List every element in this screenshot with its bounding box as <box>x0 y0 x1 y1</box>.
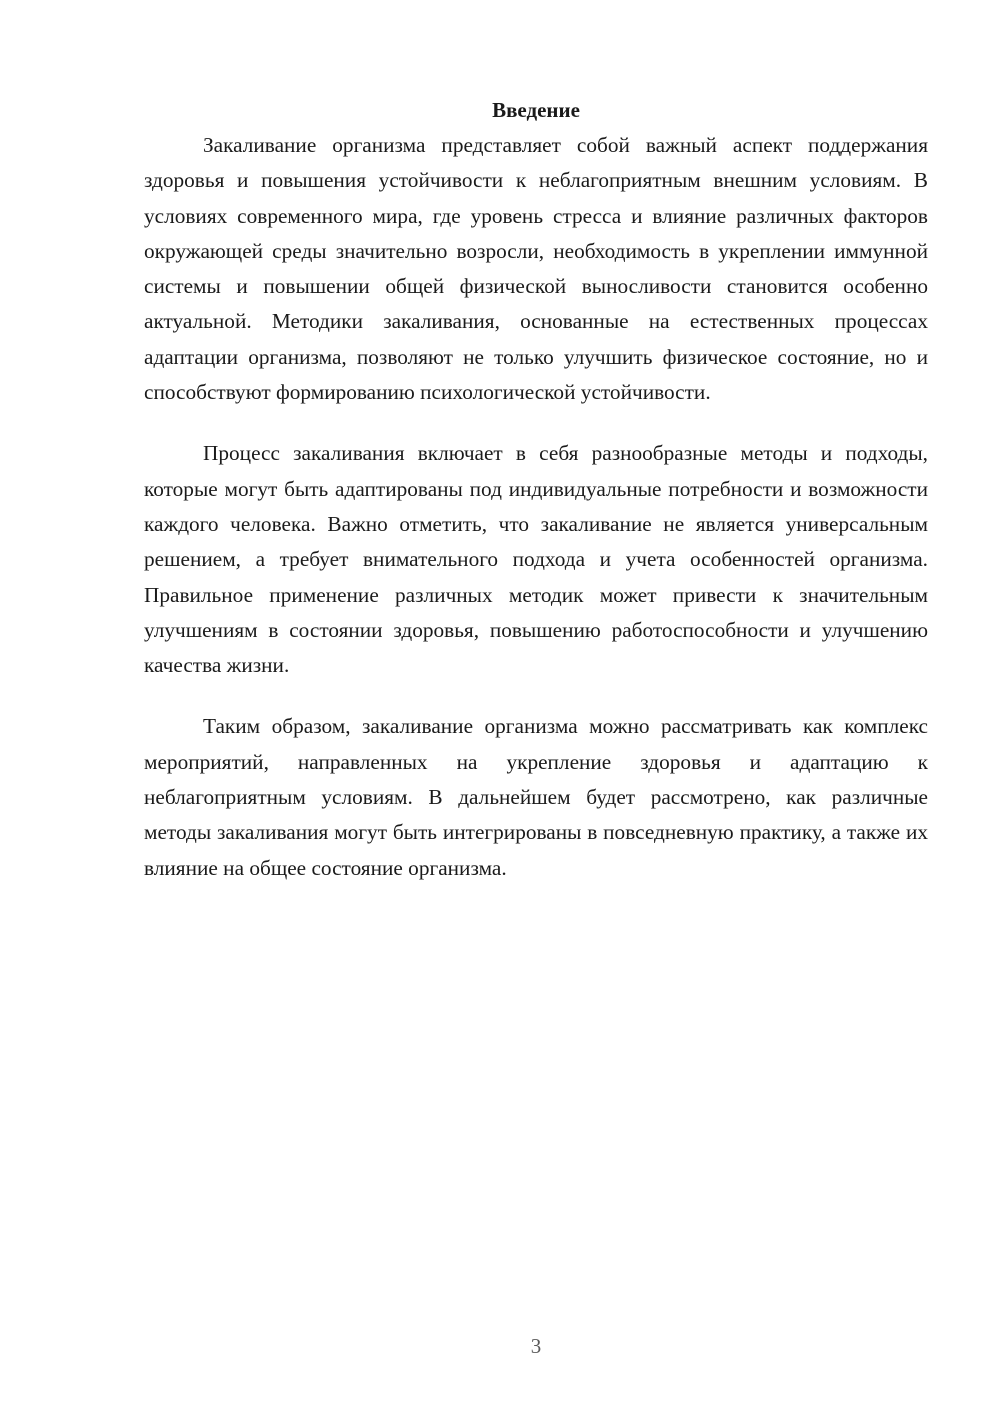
section-title: Введение <box>492 98 580 122</box>
page-content <box>144 92 928 886</box>
paragraph-3: Таким образом, закаливание организма можно рассматривать как комплекс мероприятий, направленных на укрепление здоровья и адаптацию к неблагоприятным условиям. В дальнейшем будет рассмотрено, как различные методы закаливания могут быть интегрированы в повседневную практику, а также их влияние на общее состояние организма. <box>144 714 928 880</box>
paragraph-1: Закаливание организма представляет собой важный аспект поддержания здоровья и повышения устойчивости к неблагоприятным внешним условиям. В условиях современного мира, где уровень стресса и влияние различных факторов окружающей среды значительно возросли, необходимость в укреплении иммунной системы и повышении общей физической выносливости становится особенно актуальной. Методики закаливания, основанные на естественных процессах адаптации организма, позволяют не только улучшить физическое состояние, но и способствуют формированию психологической устойчивости. <box>144 133 928 405</box>
paragraph-2: Процесс закаливания включает в себя разнообразные методы и подходы, которые могут быть адаптированы под индивидуальные потребности и возможности каждого человека. Важно отметить, что закаливание не является универсальным решением, а требует внимательного подхода и учета особенностей организма. Правильное применение различных методик может привести к значительным улучшениям в состоянии здоровья, повышению работоспособности и улучшению качества жизни. <box>144 441 928 678</box>
page-number: 3 <box>530 1334 542 1358</box>
